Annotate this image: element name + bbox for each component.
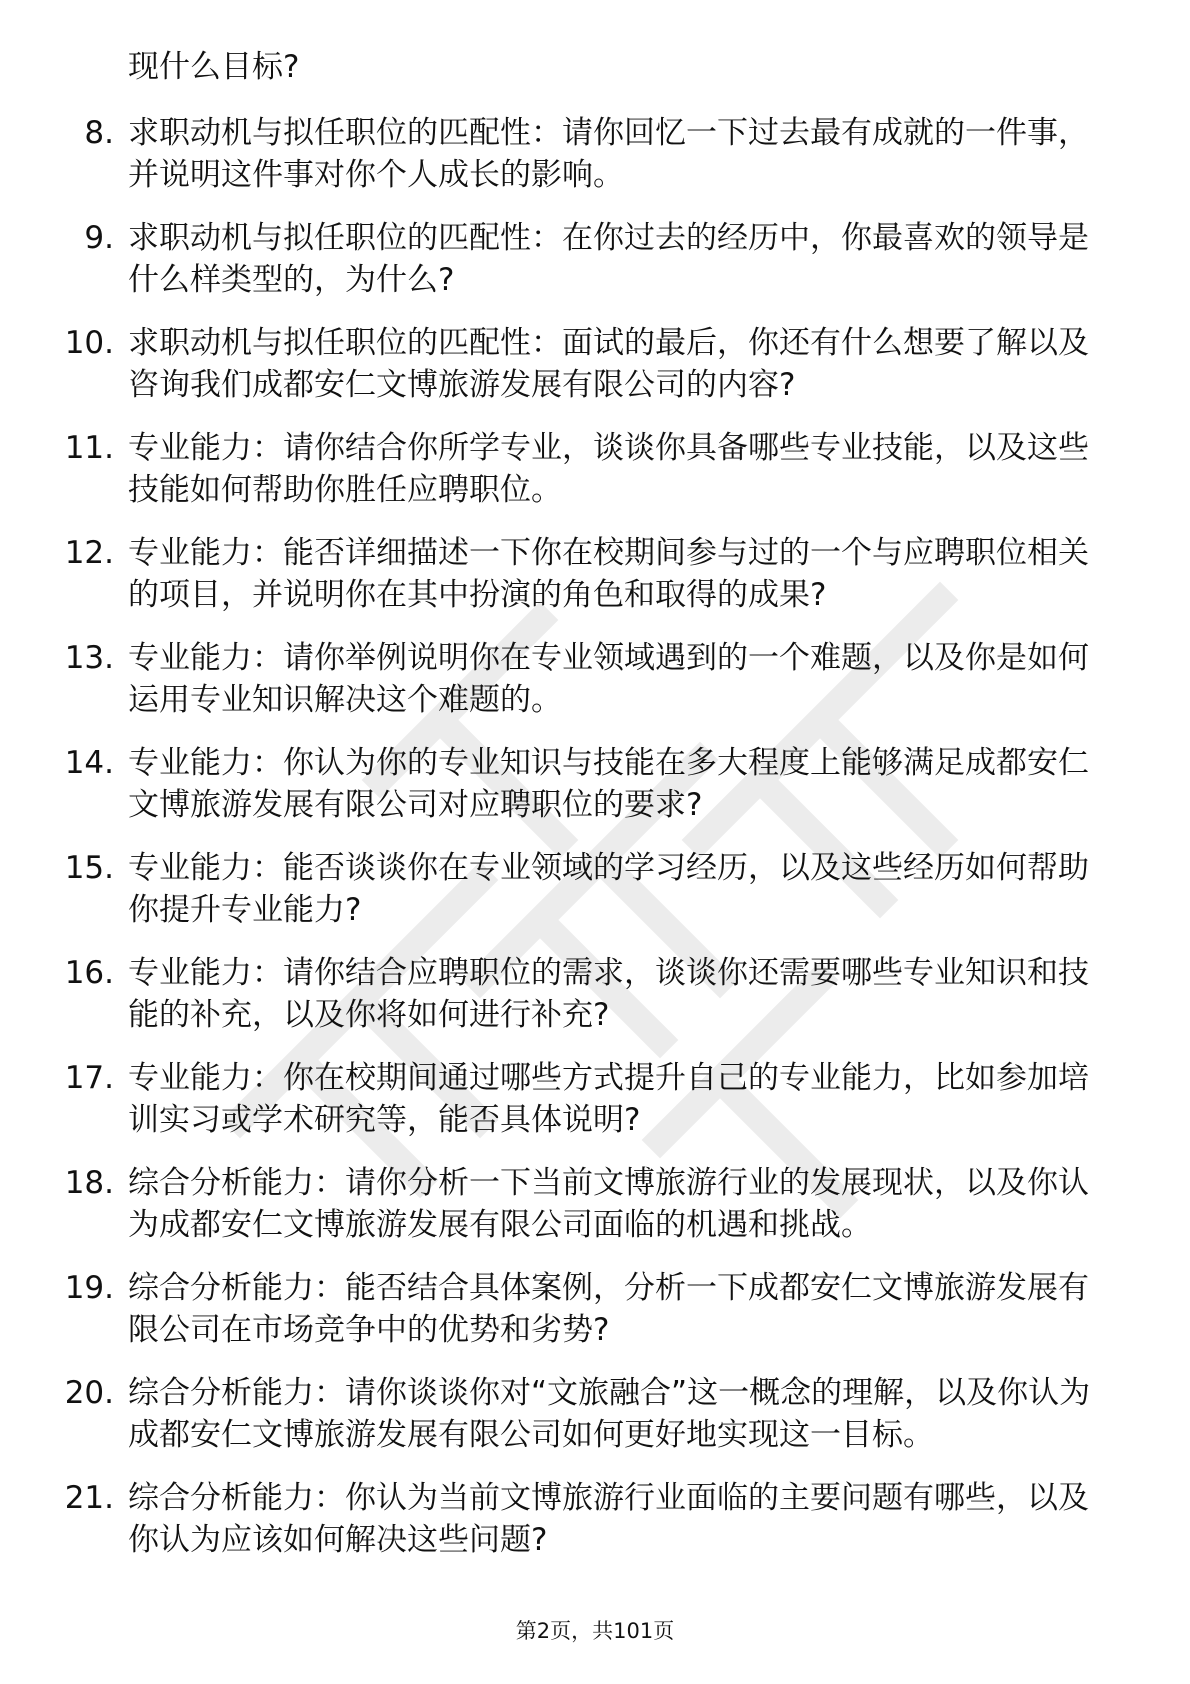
- question-item: [0, 1372, 1190, 1456]
- question-text: 专业能力：你在校期间通过哪些方式提升自己的专业能力，比如参加培训实习或学术研究等，能否具体说明?: [128, 1060, 1089, 1138]
- question-number: 14.: [64, 745, 114, 781]
- question-number: 10.: [64, 325, 114, 361]
- question-number: 18.: [64, 1165, 114, 1201]
- question-text: 求职动机与拟任职位的匹配性：请你回忆一下过去最有成就的一件事，并说明这件事对你个人成长的影响。: [128, 115, 1089, 193]
- question-text: 综合分析能力：能否结合具体案例，分析一下成都安仁文博旅游发展有限公司在市场竞争中的优势和劣势?: [128, 1270, 1089, 1348]
- question-text: 专业能力：能否谈谈你在专业领域的学习经历，以及这些经历如何帮助你提升专业能力?: [128, 850, 1089, 928]
- question-number: 15.: [64, 850, 114, 886]
- question-item: [0, 112, 1190, 196]
- question-text: 专业能力：你认为你的专业知识与技能在多大程度上能够满足成都安仁文博旅游发展有限公司对应聘职位的要求?: [128, 745, 1089, 823]
- page-footer: 第2页，共101页: [515, 1619, 675, 1643]
- question-text: 综合分析能力：你认为当前文博旅游行业面临的主要问题有哪些，以及你认为应该如何解决这些问题?: [128, 1480, 1089, 1558]
- question-item: [0, 532, 1190, 616]
- question-item: [0, 742, 1190, 826]
- question-item: [0, 847, 1190, 931]
- question-number: 9.: [84, 220, 114, 256]
- question-number: 11.: [64, 430, 114, 466]
- question-item: [0, 217, 1190, 301]
- question-number: 12.: [64, 535, 114, 571]
- question-number: 8.: [84, 115, 114, 151]
- question-number: 13.: [64, 640, 114, 676]
- question-text: 求职动机与拟任职位的匹配性：面试的最后，你还有什么想要了解以及咨询我们成都安仁文博旅游发展有限公司的内容?: [128, 325, 1089, 403]
- question-item: [0, 637, 1190, 721]
- question-number: 17.: [64, 1060, 114, 1096]
- question-item: [0, 1267, 1190, 1351]
- question-item: [0, 1162, 1190, 1246]
- question-number: 21.: [64, 1480, 114, 1516]
- question-item: [0, 952, 1190, 1036]
- question-item: [0, 1477, 1190, 1561]
- question-text: 专业能力：请你结合你所学专业，谈谈你具备哪些专业技能，以及这些技能如何帮助你胜任应聘职位。: [128, 430, 1089, 508]
- question-item: [0, 322, 1190, 406]
- question-text: 专业能力：请你结合应聘职位的需求，谈谈你还需要哪些专业知识和技能的补充，以及你将如何进行补充?: [128, 955, 1089, 1033]
- question-item: [0, 1057, 1190, 1141]
- question-item: [0, 427, 1190, 511]
- question-text: 求职动机与拟任职位的匹配性：在你过去的经历中，你最喜欢的领导是什么样类型的，为什么?: [128, 220, 1089, 298]
- question-number: 19.: [64, 1270, 114, 1306]
- question-number: 20.: [64, 1375, 114, 1411]
- question-number: 16.: [64, 955, 114, 991]
- continuation-text: 现什么目标?: [128, 49, 300, 85]
- question-text: 专业能力：能否详细描述一下你在校期间参与过的一个与应聘职位相关的项目，并说明你在其中扮演的角色和取得的成果?: [128, 535, 1089, 613]
- question-text: 专业能力：请你举例说明你在专业领域遇到的一个难题，以及你是如何运用专业知识解决这个难题的。: [128, 640, 1089, 718]
- question-text: 综合分析能力：请你谈谈你对“文旅融合”这一概念的理解，以及你认为成都安仁文博旅游发展有限公司如何更好地实现这一目标。: [128, 1375, 1091, 1453]
- question-text: 综合分析能力：请你分析一下当前文博旅游行业的发展现状，以及你认为成都安仁文博旅游发展有限公司面临的机遇和挑战。: [128, 1165, 1089, 1243]
- question-list: [0, 112, 1190, 1582]
